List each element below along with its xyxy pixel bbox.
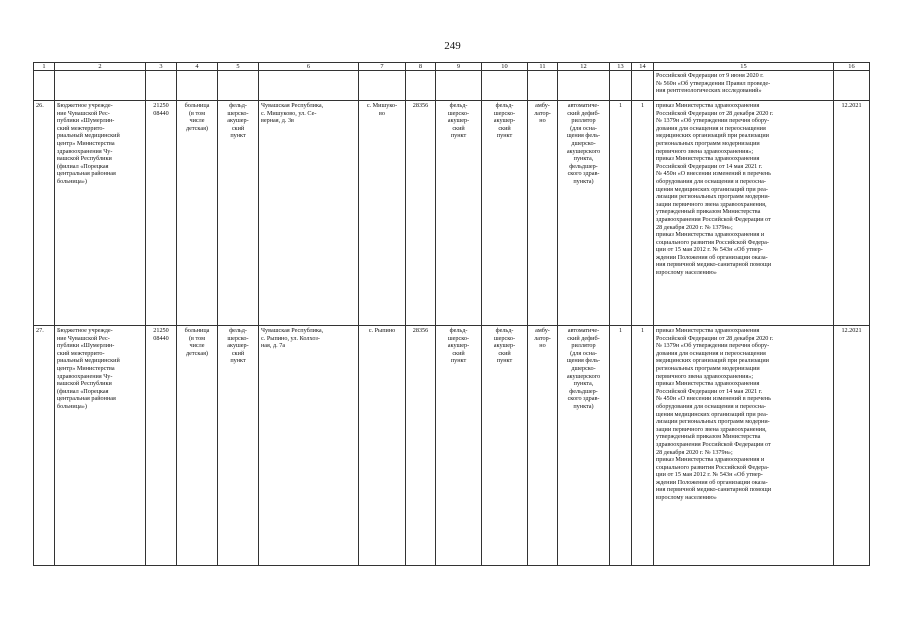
table-row	[34, 101, 870, 326]
settlement: с. Мишуко- во	[359, 101, 406, 326]
column-number: 2	[55, 63, 146, 71]
equipment-name: автоматиче- ский дефиб- риллятор (для осна- щения фель- дшерско- акушерского пункта, фельдшер- ского здрав- пункта)	[558, 101, 610, 326]
organization-name: Бюджетное учрежде- ние Чувашской Рес- публики «Шумерлин- ский межтеррито- риальный медицинский центр» Министерства здравоохранения Чу- вашской Республики (филиал «Порецкая центральная районная больница»)	[55, 101, 146, 326]
column-number: 3	[146, 63, 177, 71]
legal-basis: приказ Министерства здравоохранения Российской Федерации от 28 декабря 2020 г. № 1379н «Об утверждении перечня обору- дования для оснащения и переоснащения медицинских организаций при реализации региональных программ модернизации первичного звена здравоохранения»; приказ Министерства здравоохранения Российской Федерации от 14 мая 2021 г. № 450н «О внесении изменений в перечень оборудования для оснащения и переосна- щения медицинских организаций при реа- лизации региональных программ модерни- зации первичного звена здравоохранения, утвержденный приказом Министерства здравоохранения Российской Федерации от 28 декабря 2020 г. № 1379н»; приказ Министерства здравоохранения и социального развития Российской Федера- ции от 15 мая 2012 г. № 543н «Об утвер- ждении Положения об организации оказа- ния первичной медико-санитарной помощи взрослому населению»	[654, 101, 834, 326]
page-number: 249	[444, 40, 461, 52]
care-form: амбу- латор- но	[528, 326, 558, 566]
settlement-code: 28356	[406, 101, 436, 326]
column-number: 6	[259, 63, 359, 71]
legal-basis: приказ Министерства здравоохранения Российской Федерации от 28 декабря 2020 г. № 1379н «Об утверждении перечня обору- дования для оснащения и переоснащения медицинских организаций при реализации региональных программ модернизации первичного звена здравоохранения»; приказ Министерства здравоохранения Российской Федерации от 14 мая 2021 г. № 450н «О внесении изменений в перечень оборудования для оснащения и переосна- щения медицинских организаций при реа- лизации региональных программ модерни- зации первичного звена здравоохранения, утвержденный приказом Министерства здравоохранения Российской Федерации от 28 декабря 2020 г. № 1379н»; приказ Министерства здравоохранения и социального развития Российской Федера- ции от 15 мая 2012 г. № 543н «Об утвер- ждении Положения об организации оказа- ния первичной медико-санитарной помощи взрослому населению»	[654, 326, 834, 566]
column-number: 4	[177, 63, 218, 71]
address: Чувашская Республика, с. Мишуково, ул. Се- верная, д. 3в	[259, 101, 359, 326]
column-number: 13	[610, 63, 632, 71]
column-number: 9	[436, 63, 482, 71]
quantity-14: 1	[632, 326, 654, 566]
row-number: 26.	[34, 101, 55, 326]
column-number: 14	[632, 63, 654, 71]
table-row	[34, 326, 870, 566]
column-number: 16	[834, 63, 870, 71]
address: Чувашская Республика, с. Рыпино, ул. Колхоз- ная, д. 7а	[259, 326, 359, 566]
settlement: с. Рыпино	[359, 326, 406, 566]
organization-name: Бюджетное учрежде- ние Чувашской Рес- публики «Шумерлин- ский межтеррито- риальный медицинский центр» Министерства здравоохранения Чу- вашской Республики (филиал «Порецкая центральная районная больница»)	[55, 326, 146, 566]
care-form: амбу- латор- но	[528, 101, 558, 326]
organization-code: 21250 08440	[146, 101, 177, 326]
organization-code: 21250 08440	[146, 326, 177, 566]
equipment-name: автоматиче- ский дефиб- риллятор (для осна- щения фель- дшерско- акушерского пункта, фельдшер- ского здрав- пункта)	[558, 326, 610, 566]
continuation-row	[34, 71, 870, 101]
unit-type: фельд- шерско- акушер- ский пункт	[218, 101, 259, 326]
column-number: 5	[218, 63, 259, 71]
column-number: 12	[558, 63, 610, 71]
unit-type-10: фельд- шерско- акушер- ский пункт	[482, 326, 528, 566]
delivery-date: 12.2021	[834, 326, 870, 566]
row-number: 27.	[34, 326, 55, 566]
column-number-row	[34, 63, 870, 71]
column-number: 15	[654, 63, 834, 71]
column-number: 8	[406, 63, 436, 71]
unit-type-9: фельд- шерско- акушер- ский пункт	[436, 326, 482, 566]
column-number: 1	[34, 63, 55, 71]
unit-type: фельд- шерско- акушер- ский пункт	[218, 326, 259, 566]
quantity-13: 1	[610, 101, 632, 326]
column-number: 7	[359, 63, 406, 71]
registry-table	[33, 62, 870, 566]
organization-type: больница (в том числе детская)	[177, 101, 218, 326]
unit-type-10: фельд- шерско- акушер- ский пункт	[482, 101, 528, 326]
settlement-code: 28356	[406, 326, 436, 566]
organization-type: больница (в том числе детская)	[177, 326, 218, 566]
legal-basis-continued: Российской Федерации от 9 июня 2020 г. № 560н «Об утверждении Правил проведе- ния рентгенологических исследований»	[654, 71, 834, 101]
unit-type-9: фельд- шерско- акушер- ский пункт	[436, 101, 482, 326]
delivery-date: 12.2021	[834, 101, 870, 326]
quantity-14: 1	[632, 101, 654, 326]
column-number: 10	[482, 63, 528, 71]
column-number: 11	[528, 63, 558, 71]
quantity-13: 1	[610, 326, 632, 566]
